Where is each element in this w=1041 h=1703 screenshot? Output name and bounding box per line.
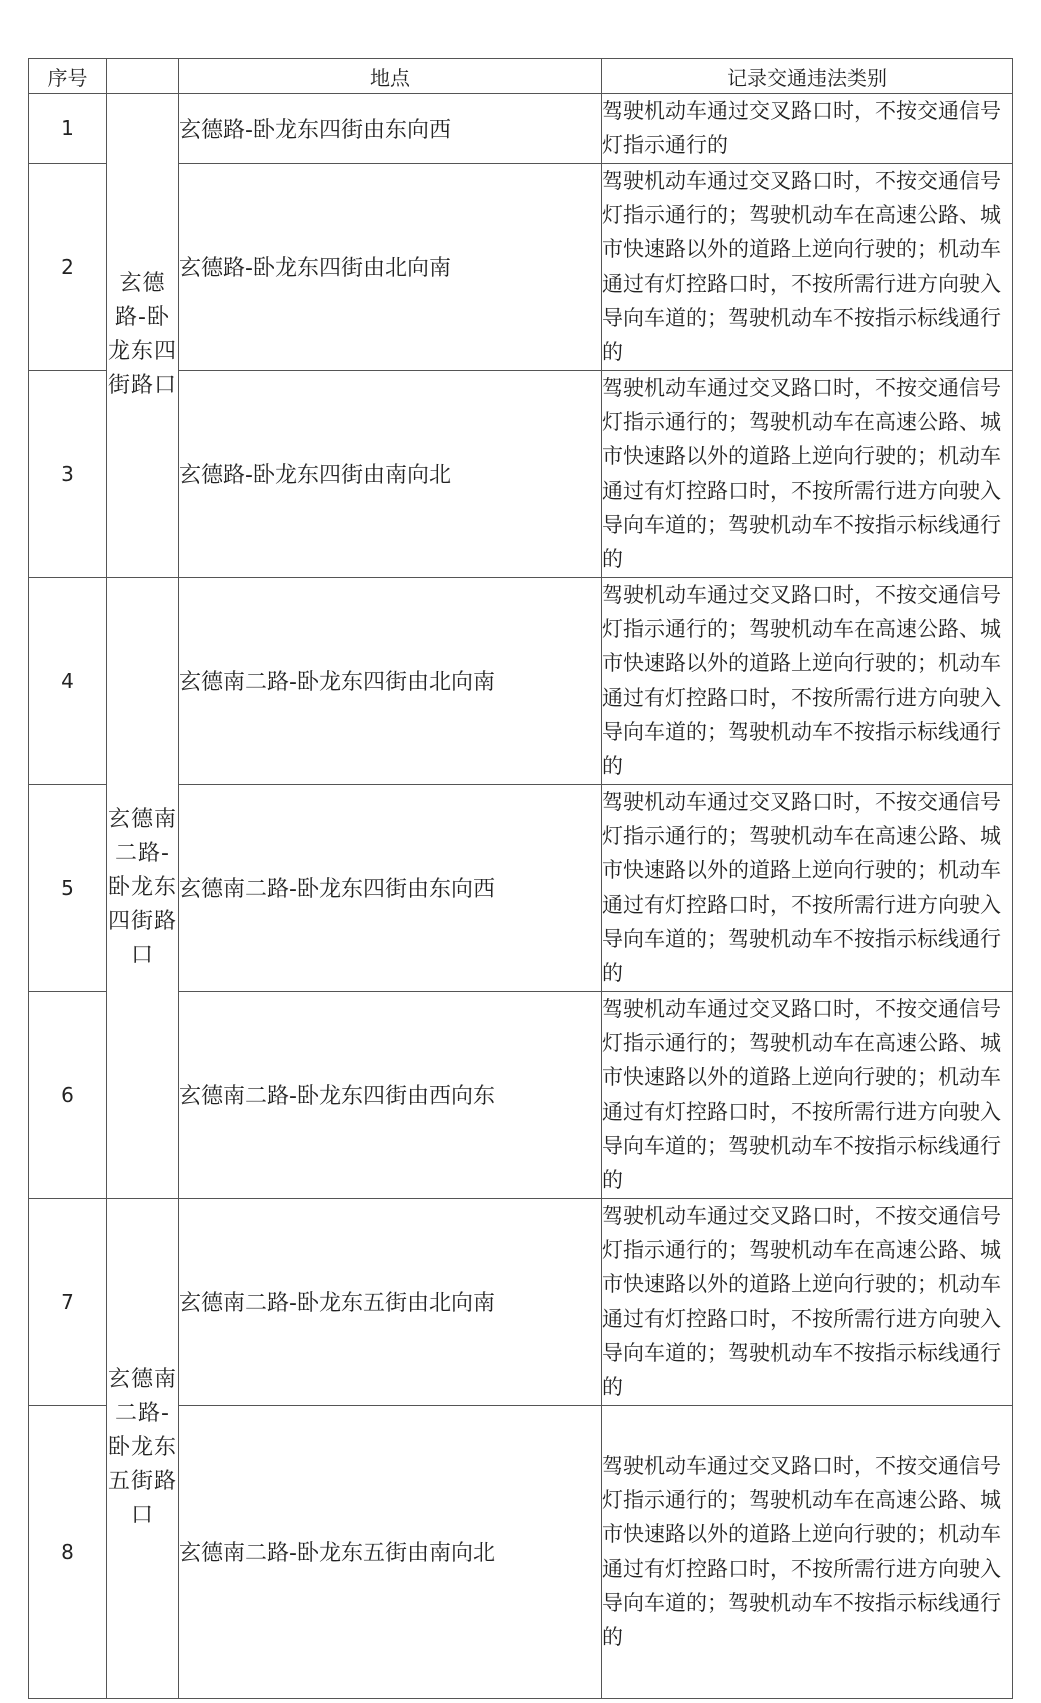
table-row bbox=[29, 94, 1013, 164]
row-category: 驾驶机动车通过交叉路口时，不按交通信号灯指示通行的 bbox=[602, 94, 1013, 164]
row-location: 玄德南二路-卧龙东四街由西向东 bbox=[179, 991, 602, 1198]
row-location: 玄德南二路-卧龙东五街由南向北 bbox=[179, 1405, 602, 1698]
row-seq: 6 bbox=[29, 991, 107, 1198]
row-seq: 4 bbox=[29, 577, 107, 784]
row-seq: 7 bbox=[29, 1198, 107, 1405]
header-seq: 序号 bbox=[29, 59, 107, 94]
row-seq: 2 bbox=[29, 163, 107, 370]
row-location: 玄德路-卧龙东四街由东向西 bbox=[179, 94, 602, 164]
row-category: 驾驶机动车通过交叉路口时，不按交通信号灯指示通行的；驾驶机动车在高速公路、城市快速路以外的道路上逆向行驶的；机动车通过有灯控路口时，不按所需行进方向驶入导向车道的；驾驶机动车不按指示标线通行的 bbox=[602, 991, 1013, 1198]
header-location: 地点 bbox=[179, 59, 602, 94]
row-seq: 5 bbox=[29, 784, 107, 991]
row-seq: 3 bbox=[29, 370, 107, 577]
intersection-group-label: 玄德南二路-卧龙东五街路口 bbox=[107, 1198, 179, 1698]
row-category: 驾驶机动车通过交叉路口时，不按交通信号灯指示通行的；驾驶机动车在高速公路、城市快速路以外的道路上逆向行驶的；机动车通过有灯控路口时，不按所需行进方向驶入导向车道的；驾驶机动车不按指示标线通行的 bbox=[602, 1405, 1013, 1698]
row-category: 驾驶机动车通过交叉路口时，不按交通信号灯指示通行的；驾驶机动车在高速公路、城市快速路以外的道路上逆向行驶的；机动车通过有灯控路口时，不按所需行进方向驶入导向车道的；驾驶机动车不按指示标线通行的 bbox=[602, 163, 1013, 370]
row-category: 驾驶机动车通过交叉路口时，不按交通信号灯指示通行的；驾驶机动车在高速公路、城市快速路以外的道路上逆向行驶的；机动车通过有灯控路口时，不按所需行进方向驶入导向车道的；驾驶机动车不按指示标线通行的 bbox=[602, 1198, 1013, 1405]
row-location: 玄德南二路-卧龙东五街由北向南 bbox=[179, 1198, 602, 1405]
row-category: 驾驶机动车通过交叉路口时，不按交通信号灯指示通行的；驾驶机动车在高速公路、城市快速路以外的道路上逆向行驶的；机动车通过有灯控路口时，不按所需行进方向驶入导向车道的；驾驶机动车不按指示标线通行的 bbox=[602, 577, 1013, 784]
row-location: 玄德南二路-卧龙东四街由北向南 bbox=[179, 577, 602, 784]
header-category: 记录交通违法类别 bbox=[602, 59, 1013, 94]
intersection-group-label: 玄德路-卧龙东四街路口 bbox=[107, 94, 179, 578]
row-location: 玄德路-卧龙东四街由北向南 bbox=[179, 163, 602, 370]
table-header-row bbox=[29, 59, 1013, 94]
row-category: 驾驶机动车通过交叉路口时，不按交通信号灯指示通行的；驾驶机动车在高速公路、城市快速路以外的道路上逆向行驶的；机动车通过有灯控路口时，不按所需行进方向驶入导向车道的；驾驶机动车不按指示标线通行的 bbox=[602, 784, 1013, 991]
row-seq: 1 bbox=[29, 94, 107, 164]
row-location: 玄德南二路-卧龙东四街由东向西 bbox=[179, 784, 602, 991]
table-row bbox=[29, 577, 1013, 784]
row-seq: 8 bbox=[29, 1405, 107, 1698]
intersection-group-label: 玄德南二路-卧龙东四街路口 bbox=[107, 577, 179, 1198]
row-category: 驾驶机动车通过交叉路口时，不按交通信号灯指示通行的；驾驶机动车在高速公路、城市快速路以外的道路上逆向行驶的；机动车通过有灯控路口时，不按所需行进方向驶入导向车道的；驾驶机动车不按指示标线通行的 bbox=[602, 370, 1013, 577]
violation-records-table bbox=[28, 58, 1013, 1699]
row-location: 玄德路-卧龙东四街由南向北 bbox=[179, 370, 602, 577]
table-row bbox=[29, 1198, 1013, 1405]
header-intersection bbox=[107, 59, 179, 94]
